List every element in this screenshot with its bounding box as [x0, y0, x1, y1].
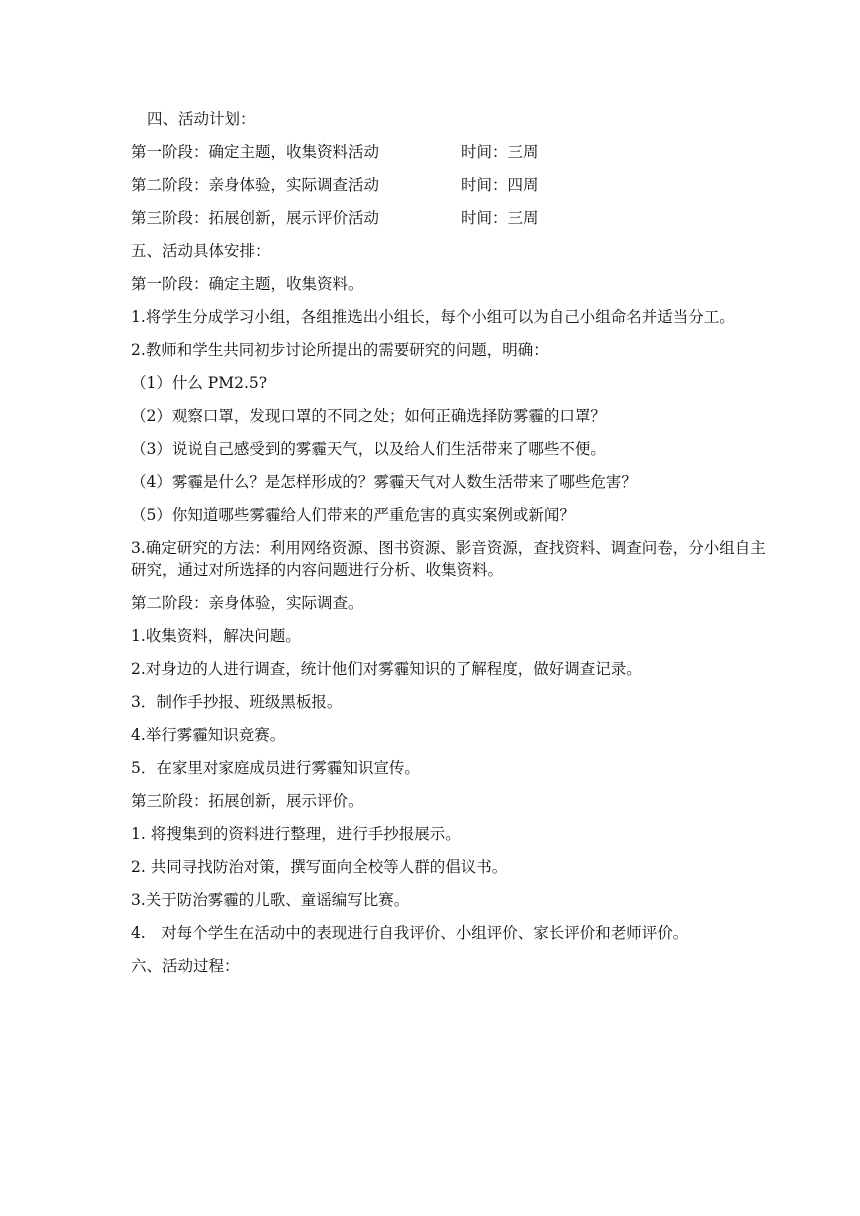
stage-1-title: 第一阶段：确定主题，收集资料。: [131, 275, 364, 293]
section-5-heading: 五、活动具体安排：: [131, 242, 271, 260]
plan-stage-2: 第二阶段：亲身体验，实际调查活动: [131, 176, 380, 194]
stage-3-item-1: 1. 将搜集到的资料进行整理，进行手抄报展示。: [131, 825, 461, 843]
section-4-heading: 四、活动计划：: [147, 110, 256, 128]
plan-stage-3: 第三阶段：拓展创新，展示评价活动: [131, 209, 380, 227]
plan-time-1: 时间：三周: [461, 143, 539, 161]
stage-3-item-3: 3.关于防治雾霾的儿歌、童谣编写比赛。: [131, 891, 410, 909]
stage-3-item-2: 2. 共同寻找防治对策，撰写面向全校等人群的倡议书。: [131, 858, 508, 876]
plan-stage-1: 第一阶段：确定主题，收集资料活动: [131, 143, 380, 161]
stage-3-title: 第三阶段：拓展创新，展示评价。: [131, 792, 364, 810]
question-2: （2）观察口罩，发现口罩的不同之处；如何正确选择防雾霾的口罩？: [131, 407, 606, 425]
section-6-heading: 六、活动过程：: [131, 957, 240, 975]
plan-row-3: [131, 207, 771, 229]
question-5: （5）你知道哪些雾霾给人们带来的严重危害的真实案例或新闻？: [131, 506, 575, 524]
plan-row-1: [131, 141, 771, 163]
plan-time-3: 时间：三周: [461, 209, 539, 227]
stage-2-item-4: 4.举行雾霾知识竞赛。: [131, 726, 286, 744]
stage-2-item-2: 2.对身边的人进行调查，统计他们对雾霾知识的了解程度，做好调查记录。: [131, 660, 642, 678]
question-3: （3）说说自己感受到的雾霾天气，以及给人们生活带来了哪些不便。: [131, 440, 606, 458]
stage-3-item-4: 4. 对每个学生在活动中的表现进行自我评价、小组评价、家长评价和老师评价。: [131, 924, 689, 942]
stage-2-item-1: 1.收集资料，解决问题。: [131, 627, 301, 645]
plan-time-2: 时间：四周: [461, 176, 539, 194]
stage-1-item-2: 2.教师和学生共同初步讨论所提出的需要研究的问题，明确：: [131, 341, 549, 359]
stage-2-item-5: 5．在家里对家庭成员进行雾霾知识宣传。: [131, 759, 420, 777]
plan-row-2: [131, 174, 771, 196]
question-1: （1）什么 PM2.5?: [131, 374, 268, 392]
stage-1-item-1: 1.将学生分成学习小组，各组推选出小组长，每个小组可以为自己小组命名并适当分工。: [131, 308, 735, 326]
document-page: [131, 108, 771, 988]
stage-1-item-3: 3.确定研究的方法：利用网络资源、图书资源、影音资源，查找资料、调查问卷，分小组自主研究，通过对所选择的内容问题进行分析、收集资料。: [131, 539, 766, 579]
question-4: （4）雾霾是什么？是怎样形成的？雾霾天气对人数生活带来了哪些危害？: [131, 473, 637, 491]
stage-2-title: 第二阶段：亲身体验，实际调查。: [131, 594, 364, 612]
stage-2-item-3: 3．制作手抄报、班级黑板报。: [131, 693, 343, 711]
